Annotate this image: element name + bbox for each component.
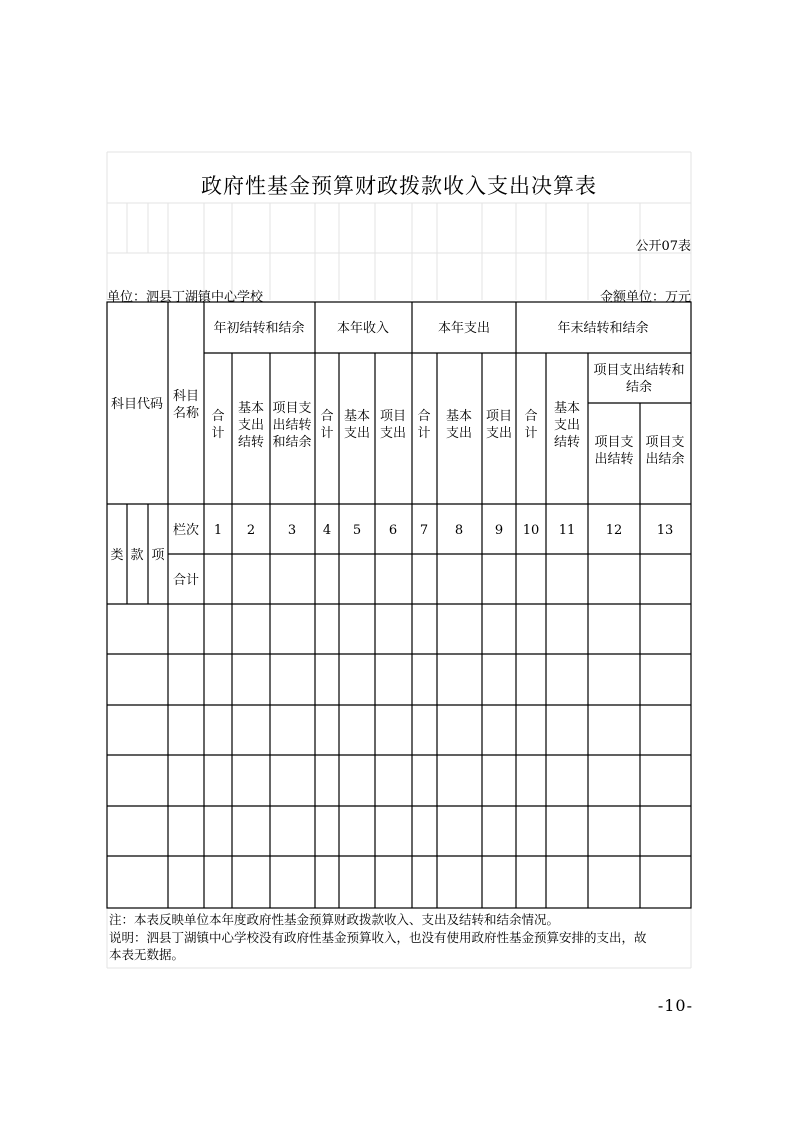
col-number-5: 5 <box>352 523 362 538</box>
page-number: -10- <box>657 996 693 1015</box>
col-number-6: 6 <box>388 523 398 538</box>
header-lei: 类 <box>110 548 124 563</box>
header-col6-1: 项目 <box>379 409 407 424</box>
col-number-11: 11 <box>558 523 576 538</box>
note-line-2: 说明：泗县丁湖镇中心学校没有政府性基金预算收入，也没有使用政府性基金预算安排的支出，故 <box>109 930 647 945</box>
header-group-expense: 本年支出 <box>437 321 491 336</box>
header-col11-2: 支出 <box>553 418 581 433</box>
header-col5-2: 支出 <box>343 426 371 441</box>
header-col8-2: 支出 <box>445 426 473 441</box>
header-subject-name-2: 名称 <box>172 406 200 421</box>
header-kuan: 款 <box>130 548 144 563</box>
col-number-3: 3 <box>287 523 297 538</box>
amount-unit-label: 金额单位：万元 <box>599 290 691 305</box>
header-project-sub-1: 项目支出结转和 <box>593 363 685 378</box>
col-number-2: 2 <box>246 523 256 538</box>
page-title: 政府性基金预算财政拨款收入支出决算表 <box>201 174 597 198</box>
col-number-12: 12 <box>605 523 623 538</box>
header-project-sub-2: 结余 <box>625 380 653 395</box>
col-number-4: 4 <box>322 523 332 538</box>
header-col7-total-1: 合 <box>417 409 431 424</box>
form-number: 公开07表 <box>635 239 691 254</box>
col-number-1: 1 <box>213 523 223 538</box>
header-col1-total-2: 计 <box>211 426 225 441</box>
header-col2-3: 结转 <box>237 435 265 450</box>
header-group-beginning: 年初结转和结余 <box>213 321 305 336</box>
header-col13-1: 项目支 <box>645 435 685 450</box>
header-col9-2: 支出 <box>485 426 513 441</box>
col-number-8: 8 <box>454 523 464 538</box>
header-col3-3: 和结余 <box>272 435 312 450</box>
header-col3-1: 项目支 <box>272 401 312 416</box>
col-number-9: 9 <box>494 523 504 538</box>
note-line-3: 本表无数据。 <box>109 947 185 962</box>
header-col10-total-2: 计 <box>524 426 538 441</box>
header-col8-1: 基本 <box>445 409 473 424</box>
header-col11-3: 结转 <box>553 435 581 450</box>
header-col5-1: 基本 <box>343 409 371 424</box>
header-col7-total-2: 计 <box>417 426 431 441</box>
row-heji-label: 合计 <box>172 573 200 588</box>
header-col6-2: 支出 <box>379 426 407 441</box>
row-lanci-label: 栏次 <box>172 523 200 538</box>
header-col1-total-1: 合 <box>211 409 225 424</box>
header-col13-2: 出结余 <box>645 452 685 467</box>
header-xiang: 项 <box>151 548 165 563</box>
header-col11-1: 基本 <box>553 401 581 416</box>
header-col3-2: 出结转 <box>272 418 312 433</box>
header-col4-total-1: 合 <box>320 409 334 424</box>
header-col2-1: 基本 <box>237 401 265 416</box>
header-subject-name-1: 科目 <box>172 389 200 404</box>
header-group-ending: 年末结转和结余 <box>557 321 649 336</box>
header-subject-code: 科目代码 <box>110 397 164 412</box>
header-col4-total-2: 计 <box>320 426 334 441</box>
header-col2-2: 支出 <box>237 418 265 433</box>
note-line-1: 注：本表反映单位本年度政府性基金预算财政拨款收入、支出及结转和结余情况。 <box>109 912 560 927</box>
header-col10-total-1: 合 <box>524 409 538 424</box>
header-col9-1: 项目 <box>485 409 513 424</box>
header-col12-1: 项目支 <box>594 435 634 450</box>
col-number-10: 10 <box>522 523 540 538</box>
col-number-7: 7 <box>419 523 429 538</box>
header-group-income: 本年收入 <box>336 321 390 336</box>
unit-label: 单位：泗县丁湖镇中心学校 <box>107 290 264 305</box>
header-col12-2: 出结转 <box>594 452 634 467</box>
col-number-13: 13 <box>656 523 674 538</box>
